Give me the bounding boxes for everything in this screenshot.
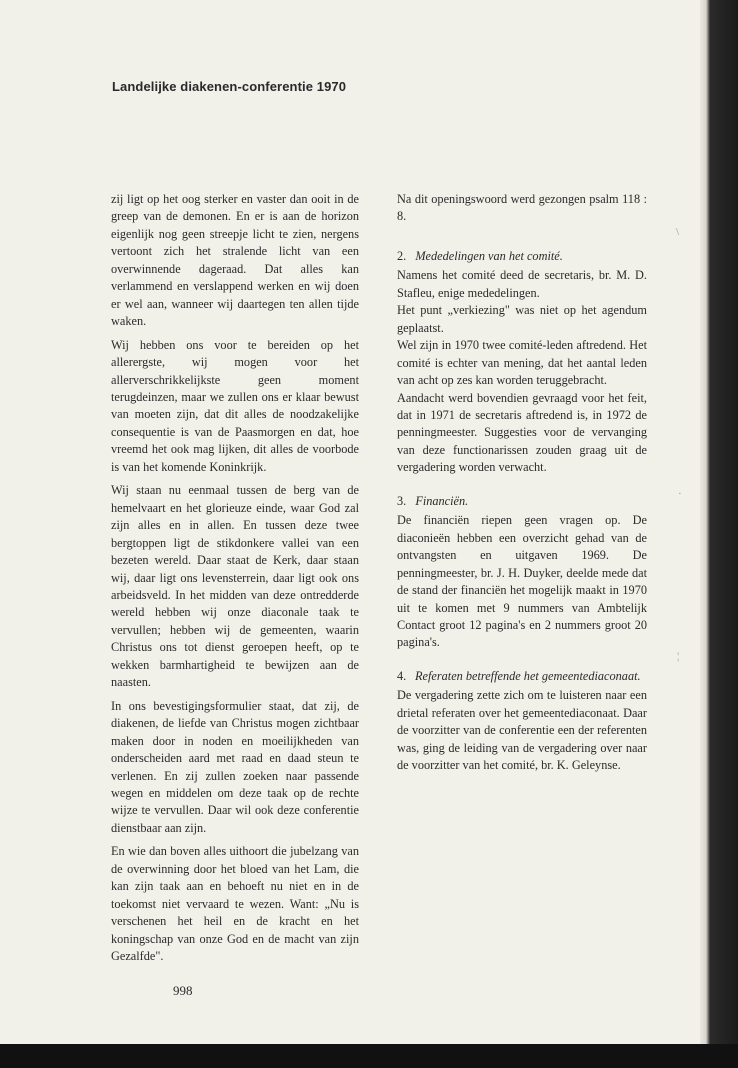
section-number: 4.	[397, 668, 407, 683]
intro-paragraph: Na dit openingswoord werd gezongen psalm 118 : 8.	[397, 192, 647, 224]
scan-edge	[0, 1044, 738, 1068]
paragraph: De vergadering zette zich om te luisteren naar een drietal referaten over het gemeentediaconaat. Daar de voorzitter van de conferentie een der referenten was, ging de leiding van de vergadering over naar de voorzitter van het comité, br. K. Geleynse.	[397, 688, 647, 773]
paragraph: En wie dan boven alles uithoort die jubelzang van de overwinning door het bloed van het Lam, die kan zijn taak aan en behoeft nu niet en in de toekomst niet vervaard te wezen. Want: „Nu is verschenen het heil en de kracht en het koningschap van onze God en de macht van zijn Gezalfde".	[111, 844, 359, 964]
scan-mark: ·	[678, 488, 682, 500]
section-number: 2.	[397, 248, 407, 263]
running-head: Landelijke diakenen-conferentie 1970	[112, 79, 347, 94]
paragraph: Wij hebben ons voor te bereiden op het allerergste, wij mogen voor het allerverschrikkelijkste geen moment terugdeinzen, maar we zullen ons er klaar bewust van moeten zijn, dat dit alles de noodzakelijke consequentie is van de Paasmorgen en dat, hoe vreemd het ook mag lijken, dit alles de voorbode is van het komende Koninkrijk.	[111, 337, 359, 474]
paragraph: Namens het comité deed de secretaris, br. M. D. Stafleu, enige mededelingen.	[397, 268, 647, 300]
scan-mark: ¦	[677, 650, 680, 662]
paragraph: Aandacht werd bovendien gevraagd voor het feit, dat in 1971 de secretaris aftredend is, in 1972 de penningmeester. Suggesties voor de vervanging van deze functionarissen zouden graag uit de vergadering worden verwacht.	[397, 390, 647, 475]
page-number: 998	[173, 983, 193, 998]
paragraph: zij ligt op het oog sterker en vaster dan ooit in de greep van de demonen. En er is aan de horizon eigenlijk nog geen streepje licht te zien, nergens vertoont zich het stralende licht van een overwinnende dageraad. Dat alles kan verlammend en verslappend werken en wij doen er wel aan, wanneer wij daartegen ten allen tijde waken.	[111, 192, 359, 329]
left-column	[111, 191, 359, 971]
section-title: Referaten betreffende het gemeentediaconaat.	[415, 668, 641, 683]
paragraph: In ons bevestigingsformulier staat, dat zij, de diakenen, de liefde van Christus mogen zichtbaar maken door in noden en moeilijkheden van onderscheiden aard met raad en daad steun te verlenen. En zij zullen zoeken naar passende wegen en middelen om deze taak op de rechte wijze te vervullen. Daar wil ook deze conferentie dienstbaar aan zijn.	[111, 698, 359, 835]
section-heading	[397, 493, 647, 510]
right-column	[397, 191, 647, 781]
paragraph: Wij staan nu eenmaal tussen de berg van de hemelvaart en het glorieuze einde, waar God zal zijn alles en in allen. En tussen deze twee bergtoppen ligt de stikdonkere vallei van een bezeten wereld. Daar staat de Kerk, daar staan wij, daar ligt ons levensterrein, daar ligt ook ons arbeidsveld. In het midden van deze ontredderde wereld hebben wij onze diaconale taak te vervullen; hebben wij de gemeenten, waarin Christus ons tot dienst geroepen heeft, op te wekken barmhartigheid te bewijzen aan de naasten.	[111, 483, 359, 690]
paragraph: De financiën riepen geen vragen op. De diaconieën hebben een overzicht gehad van de ontvangsten en uitgaven 1969. De penningmeester, br. J. H. Duyker, deelde mede dat de stand der financiën het mogelijk maakt in 1970 uit te komen met 9 nummers van Ambtelijk Contact groot 12 pagina's en 2 nummers groot 20 pagina's.	[397, 513, 647, 650]
section-heading	[397, 248, 647, 265]
book-spine	[700, 0, 738, 1044]
scan-mark: \	[676, 226, 680, 238]
section-number: 3.	[397, 493, 407, 508]
section-title: Mededelingen van het comité.	[415, 248, 563, 263]
section-title: Financiën.	[415, 493, 469, 508]
paragraph: Wel zijn in 1970 twee comité-leden aftredend. Het comité is echter van mening, dat het aantal leden van acht op zes kan worden teruggebracht.	[397, 338, 647, 388]
paragraph: Het punt „verkiezing" was niet op het agendum geplaatst.	[397, 303, 647, 335]
section-heading	[397, 668, 647, 685]
